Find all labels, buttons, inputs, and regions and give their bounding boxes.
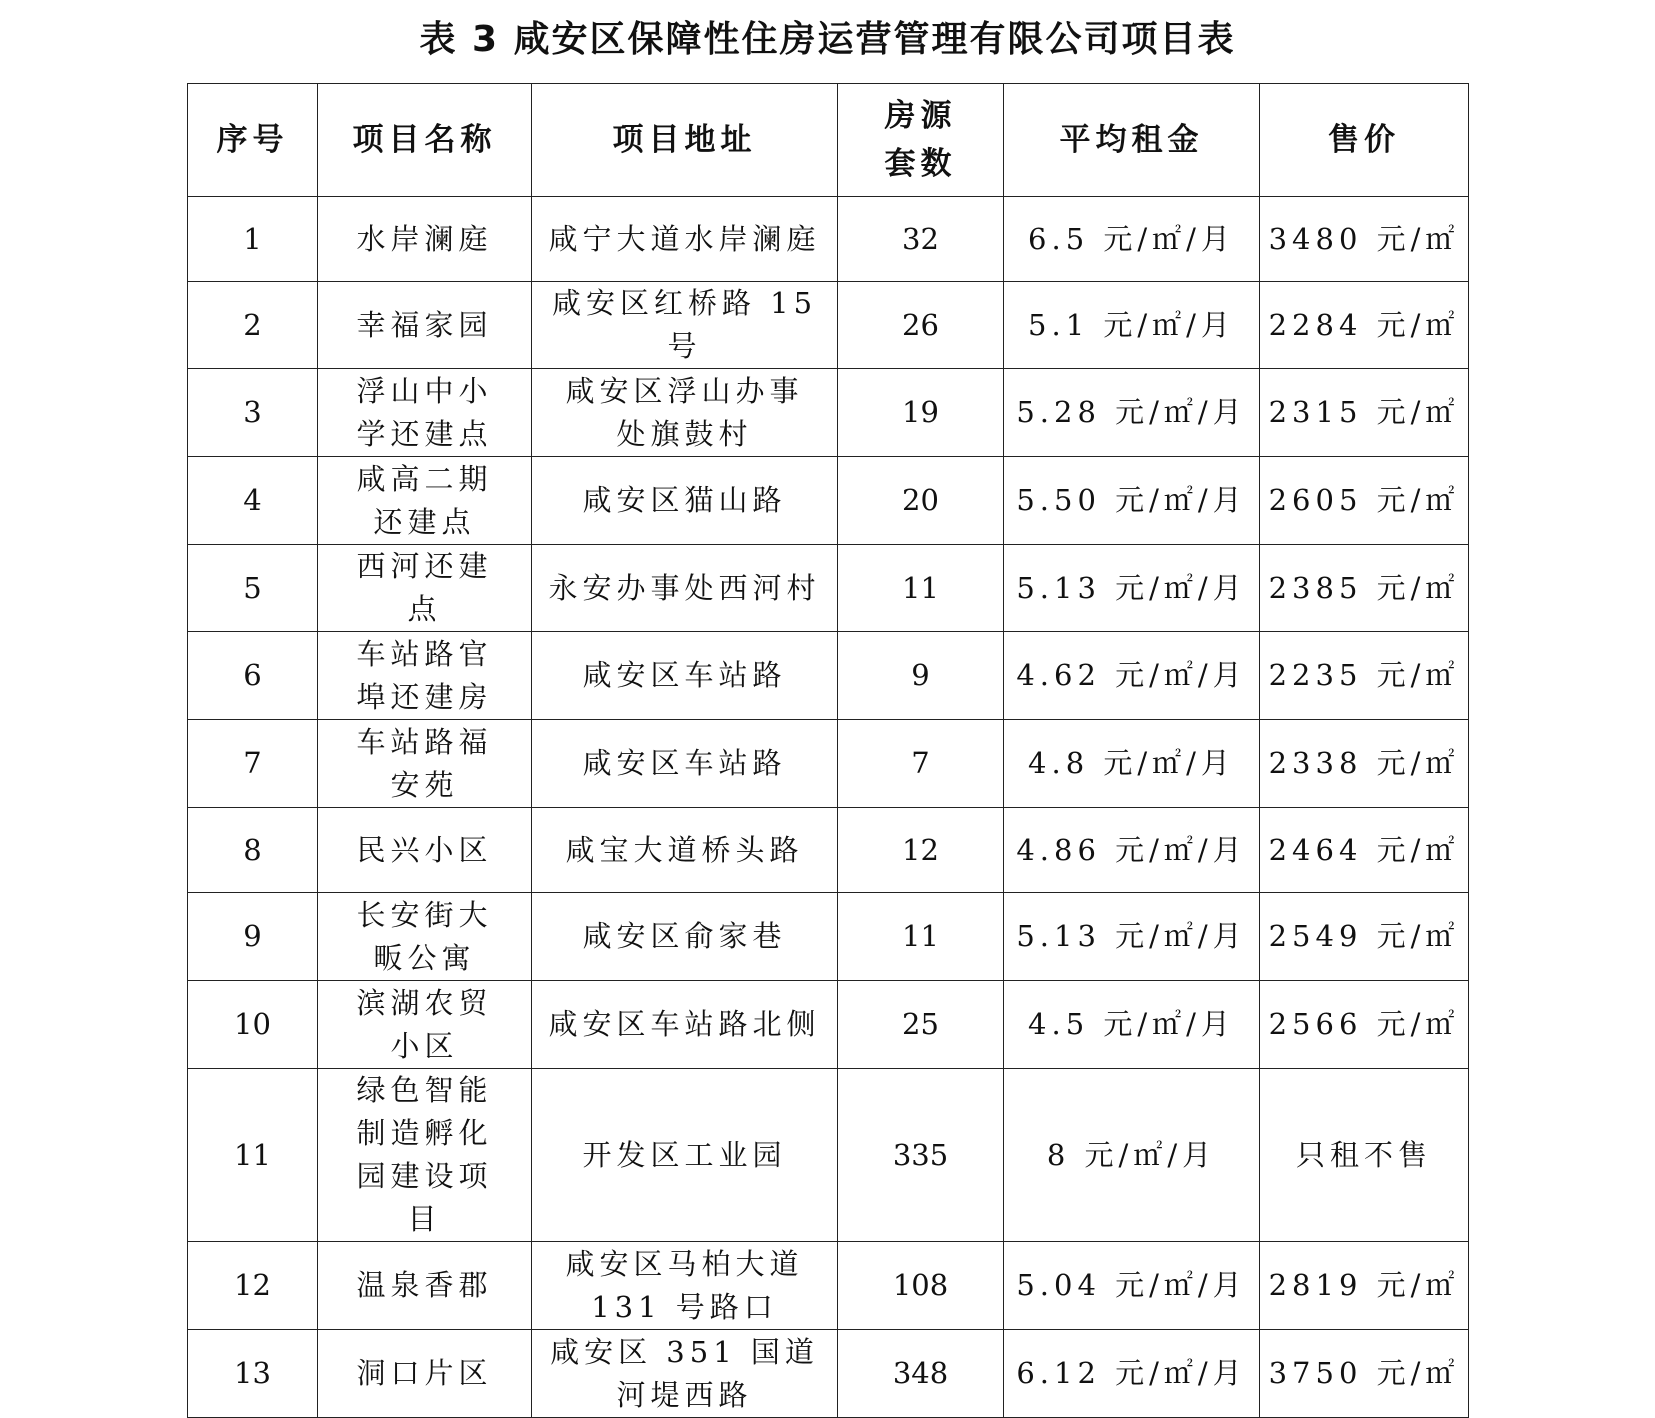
- cell-unit-count: 32: [838, 197, 1004, 282]
- table-row: [188, 197, 1469, 282]
- cell-average-rent: 5.04 元/㎡/月: [1004, 1242, 1260, 1330]
- cell-project-name: 水岸澜庭: [318, 197, 532, 282]
- cell-unit-count: 20: [838, 457, 1004, 545]
- cell-average-rent: 6.12 元/㎡/月: [1004, 1330, 1260, 1418]
- header-sale-price: 售价: [1260, 84, 1469, 197]
- table-row: [188, 1069, 1469, 1242]
- cell-average-rent: 4.86 元/㎡/月: [1004, 808, 1260, 893]
- cell-project-address: 咸安区红桥路 15 号: [532, 282, 838, 369]
- cell-sale-price: 3480 元/㎡: [1260, 197, 1469, 282]
- cell-sale-price: 2464 元/㎡: [1260, 808, 1469, 893]
- table-row: [188, 720, 1469, 808]
- cell-project-name: 浮山中小学还建点: [318, 369, 532, 457]
- cell-sale-price: 2284 元/㎡: [1260, 282, 1469, 369]
- table-row: [188, 808, 1469, 893]
- table-row: [188, 632, 1469, 720]
- header-serial-number: 序号: [188, 84, 318, 197]
- cell-unit-count: 11: [838, 545, 1004, 632]
- table-row: [188, 545, 1469, 632]
- cell-project-name: 长安街大畈公寓: [318, 893, 532, 981]
- cell-average-rent: 5.1 元/㎡/月: [1004, 282, 1260, 369]
- cell-unit-count: 9: [838, 632, 1004, 720]
- header-project-name: 项目名称: [318, 84, 532, 197]
- cell-project-name: 绿色智能制造孵化园建设项目: [318, 1069, 532, 1242]
- cell-project-address: 咸安区浮山办事处旗鼓村: [532, 369, 838, 457]
- cell-project-address: 咸安区 351 国道河堤西路: [532, 1330, 838, 1418]
- cell-project-name: 温泉香郡: [318, 1242, 532, 1330]
- header-average-rent: 平均租金: [1004, 84, 1260, 197]
- table-row: [188, 893, 1469, 981]
- cell-average-rent: 5.28 元/㎡/月: [1004, 369, 1260, 457]
- cell-project-name: 西河还建点: [318, 545, 532, 632]
- cell-unit-count: 25: [838, 981, 1004, 1069]
- cell-sale-price: 2315 元/㎡: [1260, 369, 1469, 457]
- cell-project-name: 民兴小区: [318, 808, 532, 893]
- cell-serial-number: 3: [188, 369, 318, 457]
- header-project-address: 项目地址: [532, 84, 838, 197]
- cell-serial-number: 6: [188, 632, 318, 720]
- cell-sale-price: 2819 元/㎡: [1260, 1242, 1469, 1330]
- cell-serial-number: 12: [188, 1242, 318, 1330]
- table-row: [188, 1242, 1469, 1330]
- cell-project-name: 幸福家园: [318, 282, 532, 369]
- cell-project-name: 咸高二期还建点: [318, 457, 532, 545]
- cell-unit-count: 11: [838, 893, 1004, 981]
- cell-average-rent: 5.13 元/㎡/月: [1004, 545, 1260, 632]
- cell-project-name: 洞口片区: [318, 1330, 532, 1418]
- cell-average-rent: 6.5 元/㎡/月: [1004, 197, 1260, 282]
- table-row: [188, 457, 1469, 545]
- cell-sale-price: 2605 元/㎡: [1260, 457, 1469, 545]
- cell-serial-number: 2: [188, 282, 318, 369]
- cell-project-address: 咸宝大道桥头路: [532, 808, 838, 893]
- cell-serial-number: 7: [188, 720, 318, 808]
- cell-average-rent: 4.5 元/㎡/月: [1004, 981, 1260, 1069]
- cell-serial-number: 1: [188, 197, 318, 282]
- cell-project-address: 咸安区车站路: [532, 632, 838, 720]
- cell-project-address: 咸安区俞家巷: [532, 893, 838, 981]
- cell-serial-number: 4: [188, 457, 318, 545]
- cell-unit-count: 19: [838, 369, 1004, 457]
- cell-sale-price: 3750 元/㎡: [1260, 1330, 1469, 1418]
- cell-average-rent: 4.62 元/㎡/月: [1004, 632, 1260, 720]
- cell-average-rent: 5.13 元/㎡/月: [1004, 893, 1260, 981]
- cell-unit-count: 348: [838, 1330, 1004, 1418]
- cell-average-rent: 5.50 元/㎡/月: [1004, 457, 1260, 545]
- table-row: [188, 369, 1469, 457]
- cell-project-name: 车站路福安苑: [318, 720, 532, 808]
- cell-project-name: 车站路官埠还建房: [318, 632, 532, 720]
- cell-serial-number: 5: [188, 545, 318, 632]
- cell-serial-number: 10: [188, 981, 318, 1069]
- cell-project-address: 永安办事处西河村: [532, 545, 838, 632]
- cell-serial-number: 13: [188, 1330, 318, 1418]
- cell-serial-number: 8: [188, 808, 318, 893]
- header-unit-count: 房源套数: [838, 84, 1004, 197]
- cell-sale-price: 2338 元/㎡: [1260, 720, 1469, 808]
- cell-project-address: 咸安区车站路北侧: [532, 981, 838, 1069]
- table-header-row: [188, 84, 1469, 197]
- cell-sale-price: 2385 元/㎡: [1260, 545, 1469, 632]
- cell-serial-number: 11: [188, 1069, 318, 1242]
- cell-serial-number: 9: [188, 893, 318, 981]
- cell-project-name: 滨湖农贸小区: [318, 981, 532, 1069]
- cell-unit-count: 12: [838, 808, 1004, 893]
- document-title: 表 3 咸安区保障性住房运营管理有限公司项目表: [419, 19, 1236, 60]
- cell-sale-price: 2235 元/㎡: [1260, 632, 1469, 720]
- cell-project-address: 咸安区马柏大道 131 号路口: [532, 1242, 838, 1330]
- cell-project-address: 咸宁大道水岸澜庭: [532, 197, 838, 282]
- cell-project-address: 咸安区车站路: [532, 720, 838, 808]
- table-row: [188, 981, 1469, 1069]
- cell-average-rent: 8 元/㎡/月: [1004, 1069, 1260, 1242]
- cell-project-address: 咸安区猫山路: [532, 457, 838, 545]
- cell-sale-price: 2566 元/㎡: [1260, 981, 1469, 1069]
- project-table: [187, 83, 1469, 1418]
- cell-unit-count: 335: [838, 1069, 1004, 1242]
- table-row: [188, 1330, 1469, 1418]
- cell-unit-count: 26: [838, 282, 1004, 369]
- table-row: [188, 282, 1469, 369]
- cell-sale-price: 2549 元/㎡: [1260, 893, 1469, 981]
- cell-project-address: 开发区工业园: [532, 1069, 838, 1242]
- cell-unit-count: 108: [838, 1242, 1004, 1330]
- cell-sale-price: 只租不售: [1260, 1069, 1469, 1242]
- cell-unit-count: 7: [838, 720, 1004, 808]
- cell-average-rent: 4.8 元/㎡/月: [1004, 720, 1260, 808]
